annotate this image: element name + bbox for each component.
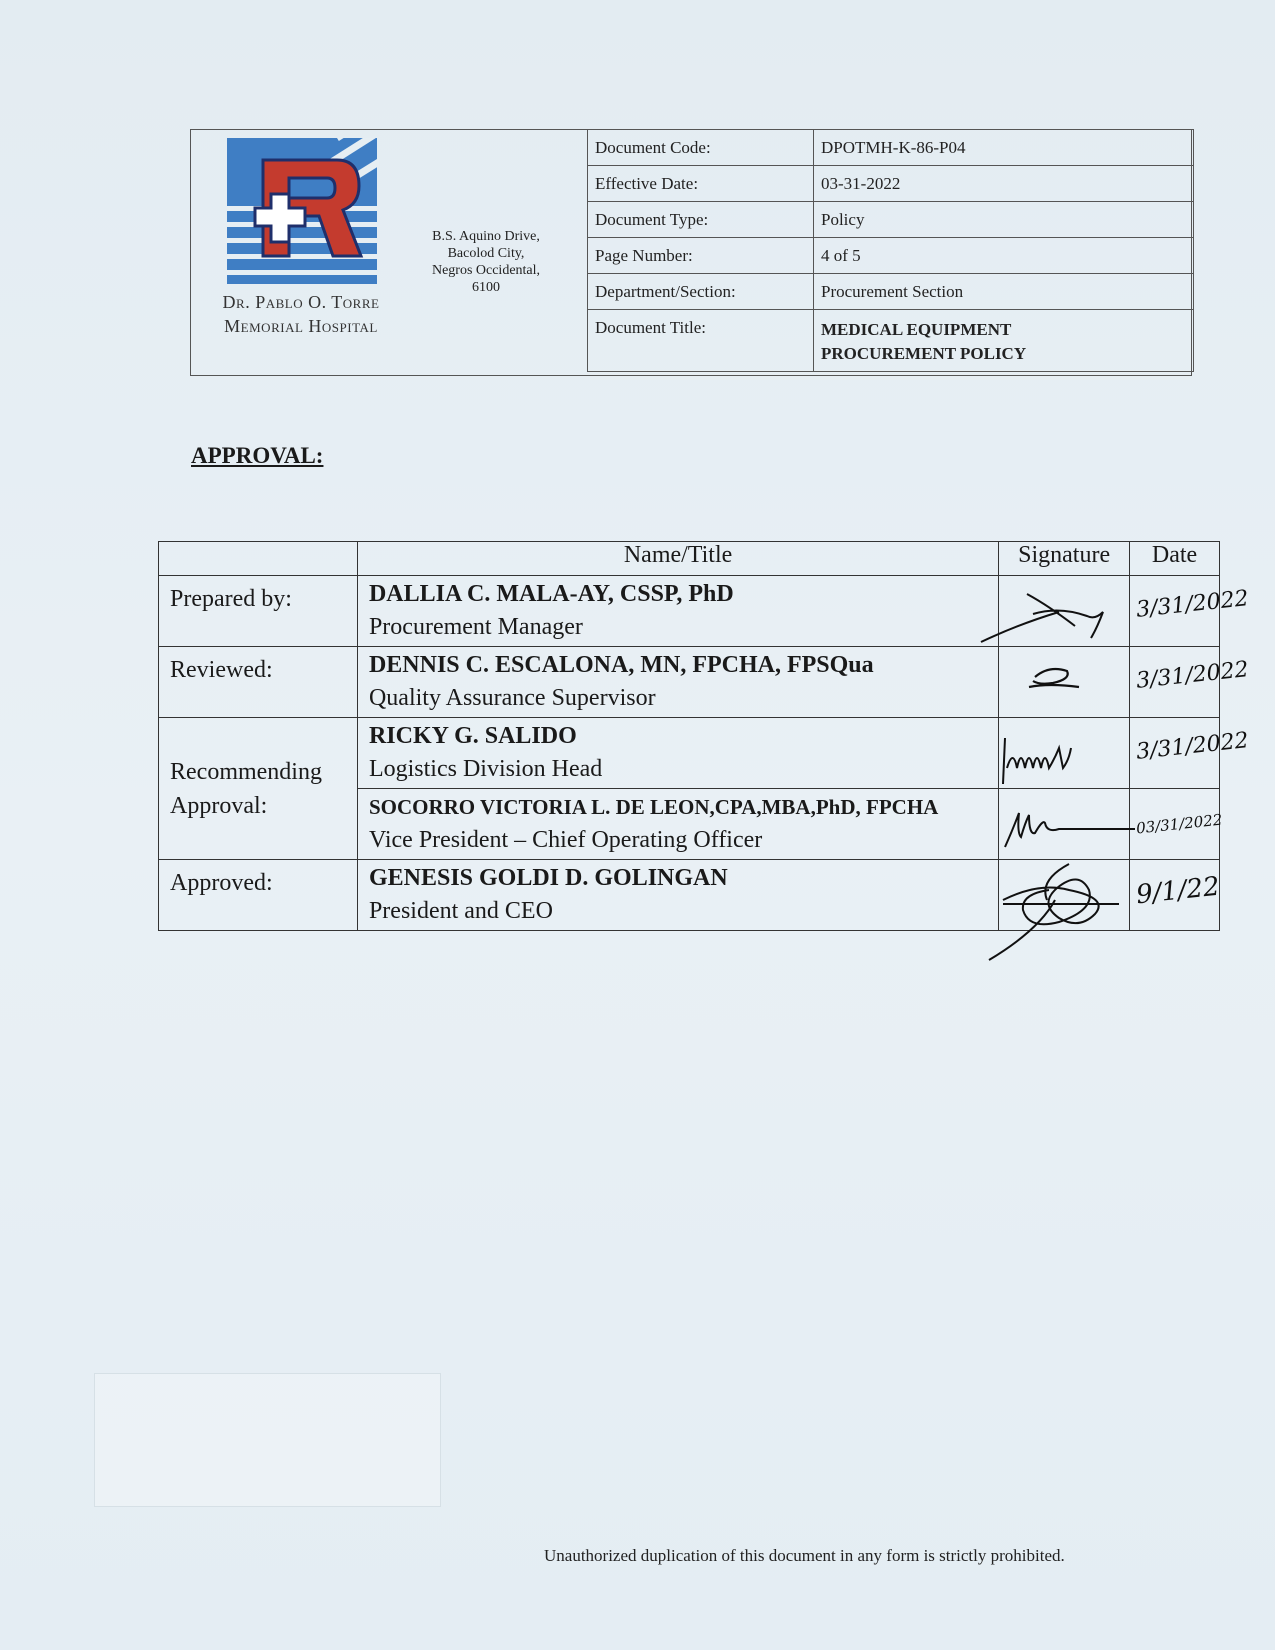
approval-row-recommending-1 [159,718,1220,789]
date-cell [1130,860,1220,931]
address-line: Negros Occidental, [431,263,541,278]
approval-date: 3/31/2022 [1135,586,1250,623]
signature-cell [999,718,1130,789]
date-cell [1130,576,1250,647]
date-cell [1130,718,1250,789]
approver-title: Quality Assurance Supervisor [368,685,656,711]
approval-role: Prepared by: [159,576,358,647]
meta-row [588,238,1194,274]
handwritten-signature [999,860,1130,929]
address-line: 6100 [472,280,500,295]
approver-name: GENESIS GOLDI D. GOLINGAN [368,865,728,891]
approval-role: Recommending Approval: [159,718,358,860]
approver-cell [357,860,998,931]
handwritten-signature [999,576,1130,645]
document-title [814,310,1194,372]
meta-label: Document Type: [588,202,814,238]
address-line: Bacolod City, [447,246,525,261]
approval-role: Reviewed: [159,647,358,718]
document-meta-table [587,129,1194,372]
approver-title: President and CEO [368,898,553,924]
footer-disclaimer: Unauthorized duplication of this document in any form is strictly prohibited. [544,1546,1065,1565]
approval-date: 9/1/22 [1134,871,1222,911]
approval-heading: APPROVAL: [191,443,324,468]
handwritten-signature [999,789,1130,858]
meta-value: Policy [814,202,1194,238]
signature-column-header: Signature [999,542,1130,576]
meta-row [588,166,1194,202]
hospital-logo-block [191,130,411,375]
signature-cell [999,789,1130,860]
approver-title: Vice President – Chief Operating Officer [368,827,763,853]
hospital-name-line1: Dr. Pablo O. Torre [222,292,380,312]
meta-label: Page Number: [588,238,814,274]
date-cell [1130,789,1224,860]
signature-cell [999,860,1130,931]
meta-label: Document Title: [588,310,814,372]
hospital-name [191,290,411,338]
meta-label: Effective Date: [588,166,814,202]
document-title-line1: MEDICAL EQUIPMENT [821,320,1012,339]
approval-row-approved [159,860,1220,931]
meta-row [588,274,1194,310]
approval-row-reviewed [159,647,1220,718]
signature-cell [999,647,1130,718]
handwritten-signature [999,718,1130,787]
meta-row [588,202,1194,238]
meta-value: 03-31-2022 [814,166,1194,202]
approver-name: DALLIA C. MALA-AY, CSSP, PhD [368,581,734,607]
approver-name: SOCORRO VICTORIA L. DE LEON,CPA,MBA,PhD, FPCHA [368,795,939,819]
signature-cell [999,576,1130,647]
meta-row-title [588,310,1194,372]
address-line: B.S. Aquino Drive, [432,229,540,244]
approval-row-prepared [159,576,1220,647]
approver-name: RICKY G. SALIDO [368,723,577,749]
approver-title: Procurement Manager [368,614,583,640]
approver-name: DENNIS C. ESCALONA, MN, FPCHA, FPSQua [368,652,874,678]
document-header [190,129,1192,376]
approval-table [158,541,1250,931]
meta-label: Document Code: [588,130,814,166]
faded-stamp-area [94,1373,441,1507]
name-title-column-header: Name/Title [357,542,998,576]
role-column-header [159,542,358,576]
date-cell [1130,647,1250,718]
approval-role: Approved: [159,860,358,931]
meta-value: 4 of 5 [814,238,1194,274]
hospital-address [411,228,561,296]
approval-date: 03/31/2022 [1135,810,1224,838]
date-column-header: Date [1130,542,1220,576]
approver-title: Logistics Division Head [368,756,603,782]
approval-date: 3/31/2022 [1135,728,1250,765]
approver-cell [357,647,998,718]
approval-header-row [159,542,1220,576]
meta-label: Department/Section: [588,274,814,310]
meta-value: Procurement Section [814,274,1194,310]
meta-value: DPOTMH-K-86-P04 [814,130,1194,166]
handwritten-signature [999,647,1130,716]
document-title-line2: PROCUREMENT POLICY [821,344,1027,363]
hospital-name-line2: Memorial Hospital [224,316,378,336]
approver-cell [357,718,998,789]
approver-cell [357,789,998,860]
meta-row [588,130,1194,166]
hospital-logo-icon [227,138,379,288]
approver-cell [357,576,998,647]
approval-date: 3/31/2022 [1135,657,1250,694]
